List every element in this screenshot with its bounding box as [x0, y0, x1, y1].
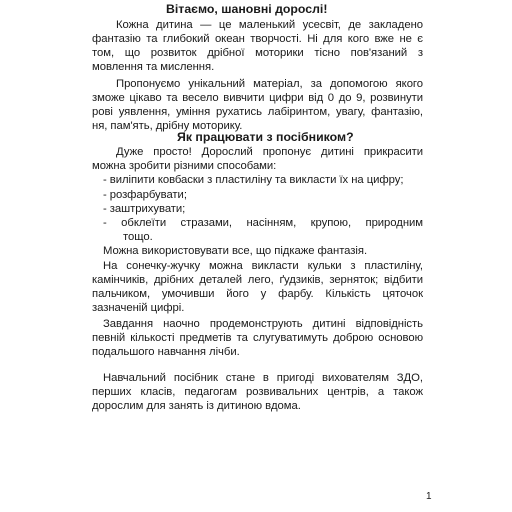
method-item: - заштрихувати;	[103, 203, 186, 215]
intro-line-1: Кожна дитина — це маленький усесвіт, де закладено	[116, 19, 423, 31]
closing-line-1: Навчальний посібник стане в пригоді вихователям ЗДО,	[103, 372, 423, 384]
tasks-line-2: певній кількості предметів та слугуватимуть доброю основою	[92, 332, 423, 344]
method-item: - виліпити ковбаски з пластиліну та викласти їх на цифру;	[103, 174, 404, 186]
tasks-line-1: Завдання наочно продемонструють дитині відповідність	[103, 318, 423, 330]
ladybug-line-4: зазначеній цифрі.	[92, 302, 185, 314]
fantasy-line: Можна використовувати все, що підкаже фантазія.	[103, 245, 368, 257]
ladybug-line-2: камінчиків, дрібних деталей лего, ґудзиків, зерняток; відбити	[92, 274, 423, 286]
ladybug-line-1: На сонечку-жучку можна викласти кульки з пластиліну,	[103, 260, 423, 272]
closing-line-3: дорослим для занять із дитиною вдома.	[92, 400, 301, 412]
method-item-continuation: тощо.	[123, 231, 153, 243]
ladybug-line-3: пальчиком, умочивши його у фарбу. Кількість цяточок	[92, 288, 423, 300]
material-line-1: Пропонуємо унікальний матеріал, за допомогою якого	[116, 78, 423, 90]
greeting-heading: Вітаємо, шановні дорослі!	[166, 2, 328, 16]
material-line-2: зможе цікаво та весело вивчити цифри від 0 до 9, розвинути	[92, 92, 423, 104]
tasks-line-3: подальшого навчання лічби.	[92, 346, 240, 358]
intro-line-3: том, що розвиток дрібної моторики тісно пов'язаний з	[92, 47, 423, 59]
page-number: 1	[426, 491, 432, 502]
material-line-3: рові уявлення, уміння рухатись лабіринтом, увагу, фантазію,	[92, 106, 423, 118]
intro-line-2: фантазію та глибокий океан творчості. Ні для кого вже не є	[92, 33, 423, 45]
method-item: - розфарбувати;	[103, 189, 187, 201]
howto-line-1: Дуже просто! Дорослий пропонує дитині прикрасити	[116, 146, 423, 158]
method-item: - обклеїти стразами, насінням, крупою, природним	[103, 217, 423, 229]
howto-line-2: можна зробити різними способами:	[92, 160, 277, 172]
closing-line-2: перших класів, педагогам розвивальних центрів, а також	[92, 386, 423, 398]
intro-line-4: мовлення та мислення.	[92, 61, 215, 73]
material-line-4: ня, пам'ять, дрібну моторику.	[92, 120, 243, 132]
howto-heading: Як працювати з посібником?	[177, 130, 354, 144]
